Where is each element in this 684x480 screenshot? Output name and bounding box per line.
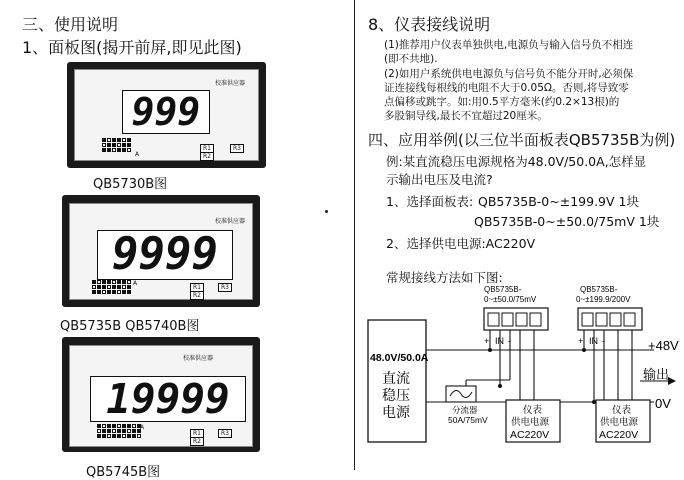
meter2-minus: - — [602, 336, 605, 346]
note2-line2: 证连接线每根线的电阻不大于0.05Ω。否则,将导致零 — [384, 82, 629, 94]
section4-title: 四、应用举例(以三位半面板表QB5735B为例) — [368, 131, 676, 149]
meter1-plus: + — [484, 336, 490, 346]
trim-r2: R2 — [200, 152, 214, 161]
meter1-psu-label-2: 供电电源 — [511, 417, 550, 428]
trim-r1: R1 — [190, 283, 204, 292]
trim-r3: R3 — [218, 283, 232, 292]
shunt-label-2: 50A/75mV — [448, 415, 488, 425]
meter1-in: IN — [495, 336, 504, 346]
example-line2: 示输出电压及电流? — [386, 172, 493, 187]
meter2-psu-label-1: 仪表 — [612, 405, 632, 416]
note2-line3: 点偏移或跳字。如:用0.5平方毫米(约0.2×13根)的 — [384, 96, 620, 108]
power-supply-spec: 48.0V/50.0A — [370, 352, 429, 364]
grid-marker: A — [135, 151, 140, 158]
meter2-in: IN — [589, 336, 598, 346]
output-zero-label: 0V — [655, 396, 671, 411]
meter1-psu-label-3: AC220V — [510, 429, 550, 441]
dip-switch-grid — [97, 424, 141, 438]
panel-face — [69, 203, 253, 300]
power-supply-label-2: 稳压 — [382, 388, 410, 404]
output-plus-label: +48V — [648, 338, 679, 353]
example-line1: 例:某直流稳压电源规格为48.0V/50.0A,怎样显 — [386, 154, 647, 169]
panel-face — [69, 345, 253, 447]
meter2-psu-label-3: AC220V — [599, 429, 639, 441]
meter-panel-1 — [67, 62, 266, 168]
shunt-label-1: 分流器 — [452, 406, 478, 416]
meter2-range: 0~±199.9/200V — [576, 295, 631, 304]
grid-marker: A — [140, 424, 145, 431]
column-divider — [354, 0, 355, 470]
panel-caption-1: QB5730B图 — [93, 177, 168, 192]
meter2-plus: + — [578, 336, 584, 346]
power-supply-label-3: 电源 — [382, 405, 410, 421]
trim-r2: R2 — [190, 291, 204, 300]
display-digits: 9999 — [97, 230, 233, 280]
note2-line4: 多股铜导线,最长不宜超过20厘米。 — [384, 110, 548, 122]
brand-label: 校准供应器 — [215, 80, 246, 87]
note2-line1: (2)如用户系统供电电源负与信号负不能分开时,必须保 — [384, 68, 634, 80]
output-arrow-head — [668, 377, 676, 385]
grid-marker: A — [133, 280, 138, 287]
step1-item2: QB5735B-0~±50.0/75mV 1块 — [474, 214, 660, 229]
meter1-model: QB5735B- — [484, 285, 522, 294]
note1-line1: (1)推荐用户仪表单独供电,电源负与输入信号负不相连 — [384, 39, 634, 51]
section-title: 三、使用说明 — [22, 15, 119, 34]
panel-caption-2: QB5735B QB5740B图 — [60, 319, 200, 334]
stray-dot — [325, 210, 328, 213]
subsection-title: 1、面板图(揭开前屏,即见此图) — [22, 38, 242, 57]
meter-panel-2 — [62, 195, 260, 307]
junction-dot — [498, 384, 502, 388]
meter2-psu-label-2: 供电电源 — [600, 417, 639, 428]
trim-r1: R1 — [200, 144, 214, 153]
trim-r3: R3 — [218, 429, 232, 438]
power-supply-label-1: 直流 — [382, 371, 410, 387]
display-digits: 19999 — [90, 376, 246, 422]
wiring-diagram — [356, 282, 684, 470]
output-label: 输出 — [643, 368, 670, 383]
section8-title: 8、仪表接线说明 — [368, 15, 491, 34]
trim-r3: R3 — [230, 144, 244, 153]
step1-label: 1、选择面板表: — [386, 194, 474, 209]
dip-switch-grid — [92, 280, 131, 294]
trim-r1: R1 — [190, 429, 204, 438]
wiring-title: 常规接线方法如下图: — [386, 270, 503, 285]
note1-line2: (即不共地). — [384, 53, 438, 65]
meter1-minus: - — [508, 336, 511, 346]
meter2-model: QB5735B- — [580, 285, 618, 294]
brand-label: 校准供应器 — [215, 218, 246, 225]
panel-face — [74, 69, 259, 161]
display-digits: 999 — [122, 90, 210, 134]
dip-switch-grid — [102, 138, 131, 152]
meter-panel-3 — [62, 337, 260, 452]
meter1-range: 0~±50.0/75mV — [484, 295, 537, 304]
meter1-psu-label-1: 仪表 — [523, 405, 543, 416]
brand-label: 校准供应器 — [183, 355, 214, 362]
junction-dot — [488, 348, 492, 352]
step2: 2、选择供电电源:AC220V — [386, 236, 536, 251]
trim-r2: R2 — [190, 437, 204, 446]
step1-item1: QB5735B-0~±199.9V 1块 — [478, 194, 639, 209]
panel-caption-3: QB5745B图 — [86, 465, 161, 480]
junction-dot — [582, 348, 586, 352]
